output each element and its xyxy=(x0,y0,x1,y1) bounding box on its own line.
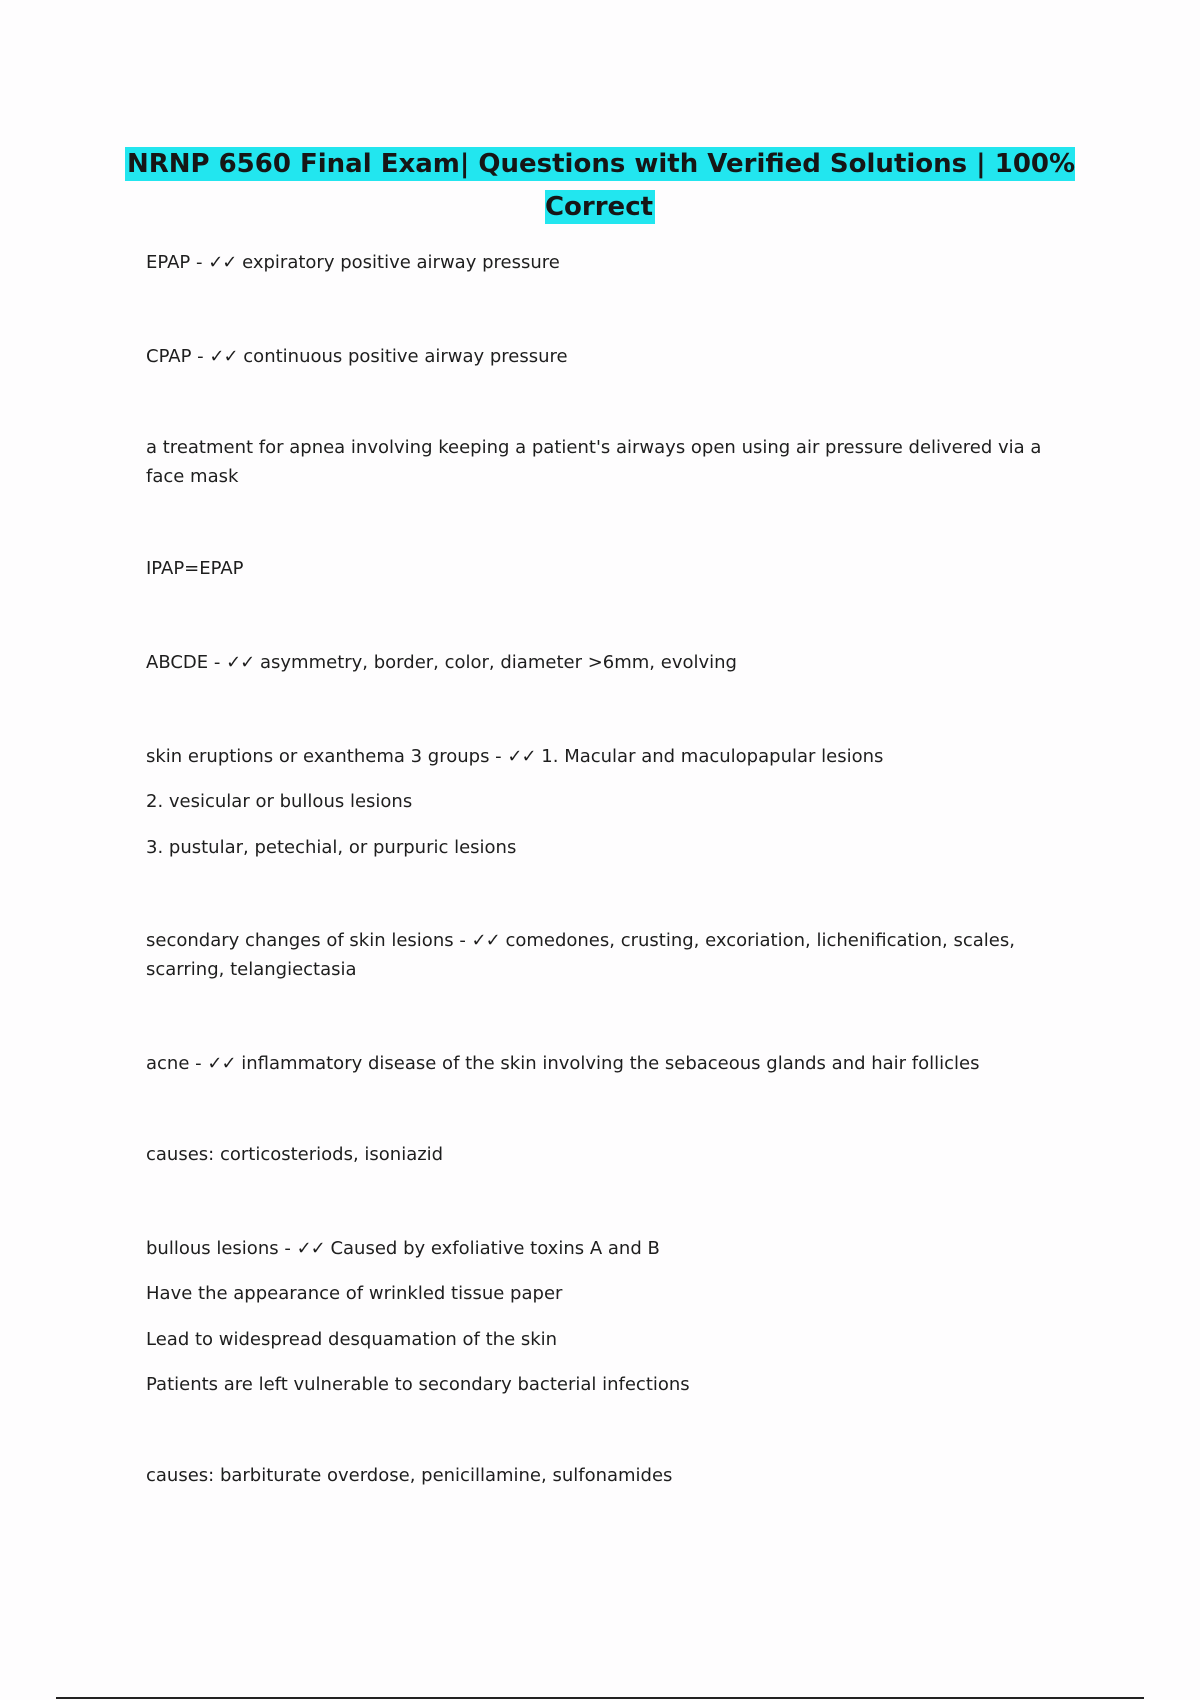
entry-skin-eruptions xyxy=(146,742,1046,771)
entry-definition: comedones, crusting, excoriation, lichenification, scales, scarring, telangiectasia xyxy=(146,930,1015,980)
double-check-icon: ✓✓ xyxy=(207,1053,236,1074)
double-check-icon: ✓✓ xyxy=(471,930,500,951)
entry-term: skin eruptions or exanthema 3 groups - xyxy=(146,746,508,767)
entry-text: 3. pustular, petechial, or purpuric lesions xyxy=(146,837,517,858)
entry-definition: expiratory positive airway pressure xyxy=(236,252,560,273)
entry-cpap xyxy=(146,342,1046,371)
entry-acne xyxy=(146,1049,1046,1078)
entry-abcde xyxy=(146,648,1046,677)
entry-epap xyxy=(146,248,1046,277)
entry-bullous-lesions xyxy=(146,1234,1046,1263)
title-highlight: NRNP 6560 Final Exam| Questions with Verified Solutions | 100% Correct xyxy=(126,149,1076,222)
entry-text: causes: barbiturate overdose, penicillamine, sulfonamides xyxy=(146,1465,673,1486)
footer-divider xyxy=(56,1697,1144,1699)
entry-term: secondary changes of skin lesions - xyxy=(146,930,472,951)
entry-text: causes: corticosteriods, isoniazid xyxy=(146,1144,444,1165)
entry-text: Patients are left vulnerable to secondary bacterial infections xyxy=(146,1374,690,1395)
entry-term: EPAP - xyxy=(146,252,209,273)
double-check-icon: ✓✓ xyxy=(226,652,255,673)
entry-definition: Caused by exfoliative toxins A and B xyxy=(324,1238,660,1259)
double-check-icon: ✓✓ xyxy=(208,252,237,273)
entry-definition: continuous positive airway pressure xyxy=(237,346,568,367)
entry-definition: 1. Macular and maculopapular lesions xyxy=(535,746,884,767)
entry-text: IPAP=EPAP xyxy=(146,558,244,579)
entry-secondary-changes xyxy=(146,926,1046,984)
entry-text: Have the appearance of wrinkled tissue paper xyxy=(146,1283,563,1304)
entry-term: CPAP - xyxy=(146,346,210,367)
document-title xyxy=(100,143,1100,229)
entry-definition: inflammatory disease of the skin involving the sebaceous glands and hair follicles xyxy=(235,1053,980,1074)
entry-term: ABCDE - xyxy=(146,652,227,673)
entry-term: bullous lesions - xyxy=(146,1238,297,1259)
entry-definition: asymmetry, border, color, diameter >6mm, evolving xyxy=(254,652,737,673)
double-check-icon: ✓✓ xyxy=(296,1238,325,1259)
entry-text: a treatment for apnea involving keeping a patient's airways open using air pressure delivered via a face mask xyxy=(146,437,1042,487)
entry-text: Lead to widespread desquamation of the skin xyxy=(146,1329,558,1350)
double-check-icon: ✓✓ xyxy=(507,746,536,767)
entry-text: 2. vesicular or bullous lesions xyxy=(146,791,413,812)
entry-term: acne - xyxy=(146,1053,208,1074)
double-check-icon: ✓✓ xyxy=(209,346,238,367)
